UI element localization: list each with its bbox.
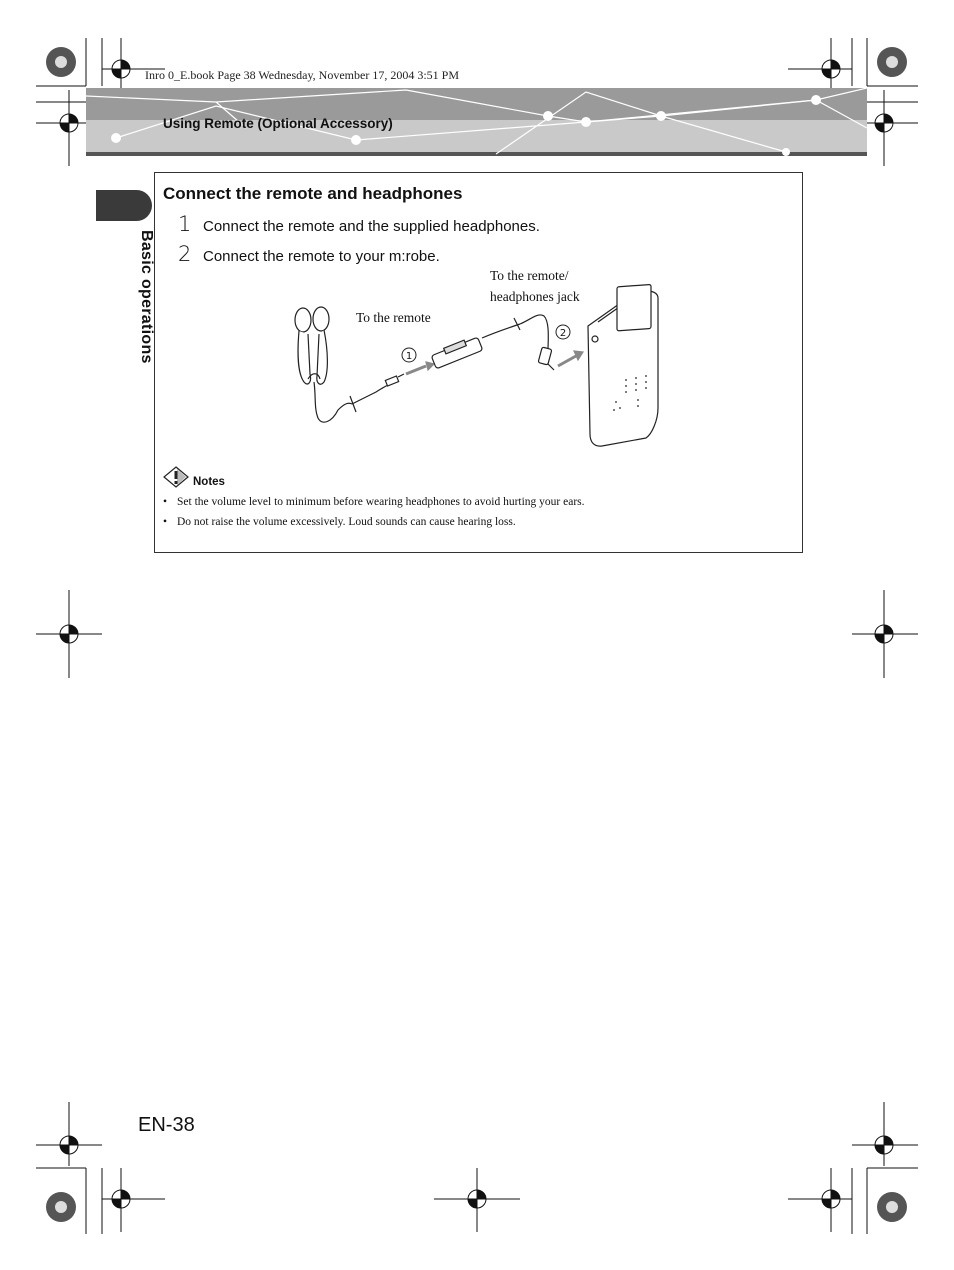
notes-label: Notes [193,476,225,488]
note-item: • Do not raise the volume excessively. Loud sounds can cause hearing loss. [163,516,516,528]
step-number: 1 [178,212,192,236]
note-text: Set the volume level to minimum before wearing headphones to avoid hurting your ears. [177,496,585,508]
plug-icon [385,374,404,386]
section-title: Connect the remote and headphones [163,184,463,203]
callout-jack-line2: headphones jack [490,289,580,304]
side-tab [96,190,152,221]
mrobe-device-icon [588,284,658,446]
page-number: EN-38 [138,1114,195,1136]
step-text: Connect the remote to your m:robe. [203,248,440,265]
step-1 [178,212,540,236]
warning-icon [163,466,189,488]
marker-2 [556,325,570,339]
callout-to-remote: To the remote [356,310,431,325]
step-text: Connect the remote and the supplied headphones. [203,218,540,235]
svg-text:1: 1 [405,351,413,362]
remote-icon [431,337,483,369]
headphones-icon [295,307,390,422]
header-title: Using Remote (Optional Accessory) [163,116,393,131]
note-text: Do not raise the volume excessively. Loud sounds can cause hearing loss. [177,516,516,528]
svg-text:2: 2 [559,328,567,339]
plug-2-icon [538,347,554,370]
note-item: • Set the volume level to minimum before wearing headphones to avoid hurting your ears. [163,496,585,508]
print-info: Inro 0_E.book Page 38 Wednesday, November 17, 2004 3:51 PM [145,68,459,82]
side-tab-label: Basic operations [138,230,155,364]
step-2 [178,242,440,266]
step-number: 2 [178,242,192,266]
callout-jack-line1: To the remote/ [490,268,569,283]
notes-heading [163,466,225,488]
marker-1 [402,348,416,362]
connection-illustration [286,284,666,449]
